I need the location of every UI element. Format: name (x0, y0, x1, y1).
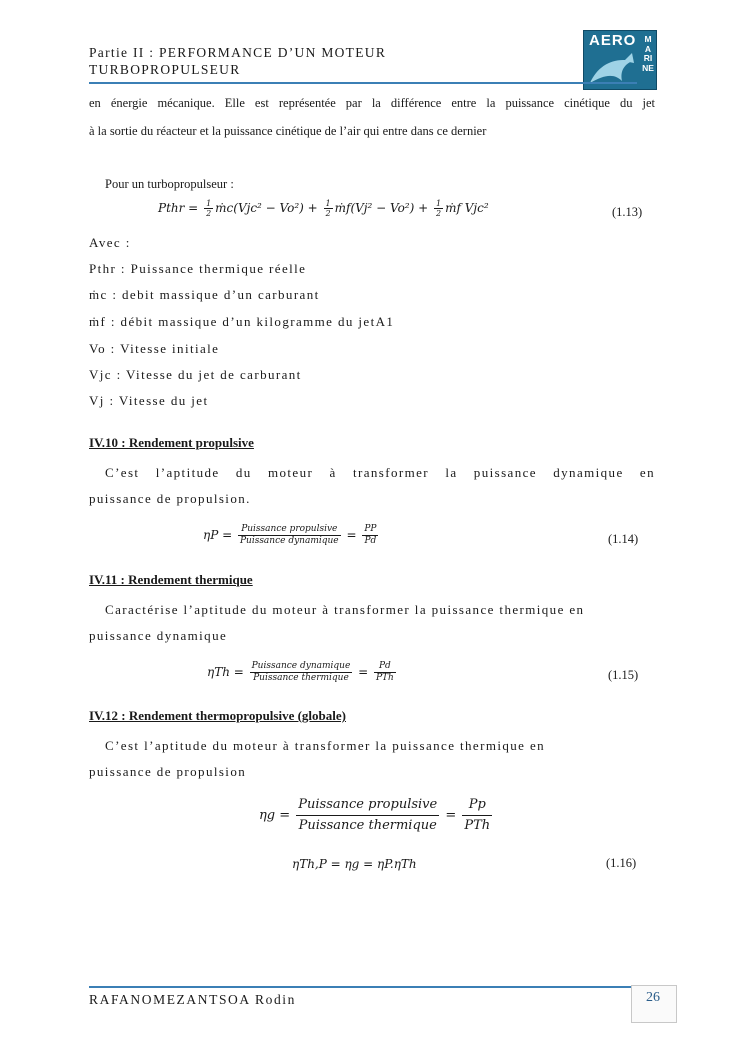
eq114-lhs: ηP = (203, 528, 233, 542)
intro-line-1: en énergie mécanique. Elle est représentée par la différence entre la puissance cinétique du jet (89, 96, 655, 110)
equation-1-16-a: ηg = $\frac{\text{Puissance propulsive}}{\text{Puissance thermique}}$ = $\frac{Pp}{\text{PTh}}$ (259, 795, 494, 836)
s11-line-2: puissance dynamique (89, 628, 228, 643)
eq115-ratio-den: PTh (375, 673, 394, 683)
eq113-term3: ṁf Vjc² (445, 201, 489, 215)
def-mc: ṁc : debit massique d’un carburant (89, 287, 320, 302)
intro-line-2: à la sortie du réacteur et la puissance cinétique de l’air qui entre dans ce dernier (89, 124, 487, 138)
s12-line-1: C’est l’aptitude du moteur à transformer la puissance thermique en (105, 738, 546, 753)
equation-number-1-14: (1.14) (608, 532, 639, 546)
equation-1-16-b: ηTh,P = ηg = ηP.ηTh (292, 857, 417, 871)
header-divider (89, 82, 637, 84)
def-pthr: Pthr : Puissance thermique réelle (89, 261, 307, 276)
eq113-lhs: Pthr = (158, 201, 199, 215)
def-vjc: Vjc : Vitesse du jet de carburant (89, 367, 302, 382)
def-mf: ṁf : débit massique d’un kilogramme du jetA1 (89, 314, 395, 329)
equation-1-14: ηP = $\frac{\text{Puissance propulsive}}{\text{Puissance dynamique}}$ = $\frac{PP}{Pd}$ (203, 524, 377, 546)
eq113-half-den-3: 2 (436, 209, 442, 218)
heading-iv-10: IV.10 : Rendement propulsive (89, 435, 254, 450)
turbo-label: Pour un turbopropulseur : (105, 177, 234, 191)
def-vo: Vo : Vitesse initiale (89, 341, 220, 356)
s12-line-2: puissance de propulsion (89, 764, 247, 779)
eq113-term1: ṁc(Vjc² − Vo²) + (215, 201, 318, 215)
eq114-ratio-num: PP (364, 524, 377, 534)
eq113-half-num-2: 1 (325, 199, 331, 208)
aero-marine-logo (583, 30, 657, 90)
eq116-ratio-den: PTh (464, 818, 491, 833)
logo-aero-text: AERO (589, 32, 637, 49)
eq116-lhs: ηg = (259, 808, 291, 823)
heading-iv-11: IV.11 : Rendement thermique (89, 572, 253, 587)
page-number: 26 (646, 990, 660, 1005)
page-header-title: Partie II : PERFORMANCE D’UN MOTEUR TURBOPROPULSEUR (89, 45, 387, 77)
equation-number-1-13: (1.13) (612, 205, 643, 219)
eq115-ratio-num: Pd (374, 661, 396, 673)
equation-1-13 (158, 199, 489, 218)
eq113-half-den: 2 (206, 209, 212, 218)
eq113-half-num: 1 (206, 199, 212, 208)
eq115-fraction-num: Puissance dynamique (251, 661, 351, 671)
eq114-fraction-den: Puissance dynamique (239, 536, 339, 546)
eq114-fraction-num: Puissance propulsive (238, 524, 341, 536)
eq115-fraction-den: Puissance thermique (253, 673, 349, 683)
eq114-ratio-den: Pd (364, 536, 377, 546)
footer-divider (89, 986, 637, 988)
equation-number-1-15: (1.15) (608, 668, 639, 682)
eq113-term2: ṁf(Vj² − Vo²) + (334, 201, 429, 215)
eq113-half-den-2: 2 (325, 209, 331, 218)
equation-1-15: ηTh = $\frac{\text{Puissance dynamique}}{\text{Puissance thermique}}$ = $\frac{Pd}{\text{PTh}}$ (207, 661, 394, 683)
eq116-fraction-num: Puissance propulsive (296, 795, 439, 816)
heading-iv-12: IV.12 : Rendement thermopropulsive (globale) (89, 708, 346, 723)
footer-author: RAFANOMEZANTSOA Rodin (89, 992, 296, 1007)
equation-number-1-16: (1.16) (606, 856, 637, 870)
eq115-lhs: ηTh = (207, 665, 244, 679)
def-vj: Vj : Vitesse du jet (89, 393, 209, 408)
s10-line-2: puissance de propulsion. (89, 491, 251, 506)
s10-line-1: C’est l’aptitude du moteur à transformer la puissance dynamique en (105, 465, 655, 480)
eq116-fraction-den: Puissance thermique (298, 818, 437, 833)
eq113-half-num-3: 1 (436, 199, 442, 208)
logo-marine-text: MARINE (642, 34, 654, 73)
eq116-ratio-num: Pp (462, 795, 492, 816)
avec-label: Avec : (89, 235, 131, 250)
s11-line-1: Caractérise l’aptitude du moteur à transformer la puissance thermique en (105, 602, 585, 617)
